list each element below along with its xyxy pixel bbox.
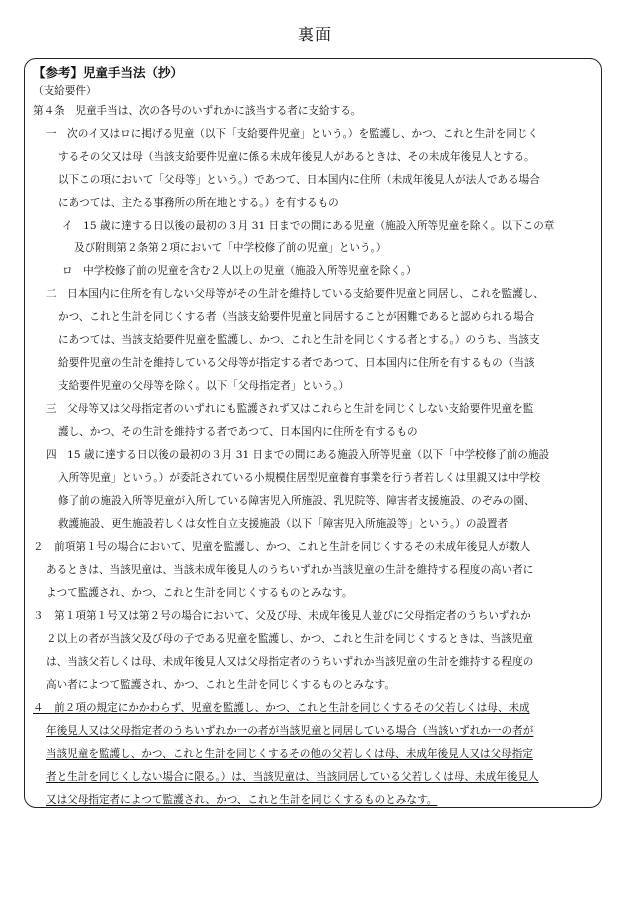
section-subheading: （支給要件） — [33, 85, 97, 97]
item-2-line: 二 日本国内に住所を有しない父母等がその生計を維持している支給要件児童と同居し、これを監護し、 — [46, 288, 544, 300]
page-title: 裏面 — [297, 25, 332, 44]
paragraph-3-line: ３ 第１項第１号又は第２号の場合において、父及び母、未成年後見人並びに父母指定者のうちいずれか — [33, 610, 531, 622]
paragraph-4-line: 年後見人又は父母指定者のうちいずれか一の者が当該児童と同居している場合（当該いずれか一の者が — [46, 725, 534, 737]
item-4-line: 救護施設、更生施設若しくは女性自立支援施設（以下「障害児入所施設等」という。）の設置者 — [58, 518, 509, 530]
item-1-line: 以下この項において「父母等」という。）であつて、日本国内に住所（未成年後見人が法人である場合 — [58, 174, 540, 186]
subitem-i-line: 及び附則第２条第２項において「中学校修了前の児童」という。） — [74, 242, 387, 254]
paragraph-4-line: 当該児童を監護し、かつ、これと生計を同じくするその他の父若しくは母、未成年後見人又は父母指定 — [46, 748, 533, 760]
item-2-line: 支給要件児童の父母等を除く。以下「父母指定者」という。） — [58, 380, 350, 392]
item-2-line: かつ、これと生計を同じくする者（当該支給要件児童と同居することが困難であると認められる場合 — [58, 311, 535, 323]
paragraph-4-line: 又は父母指定者によつて監護され、かつ、これと生計を同じくするものとみなす。 — [46, 794, 438, 806]
item-3-line: 護し、かつ、その生計を維持する者であつて、日本国内に住所を有するもの — [58, 426, 418, 438]
item-2-line: にあつては、当該支給要件児童を監護し、かつ、これと生計を同じくする者とする。）のうち、当該支 — [58, 334, 540, 346]
article-4-line: 第４条 児童手当は、次の各号のいずれかに該当する者に支給する。 — [33, 105, 362, 117]
paragraph-3-line: 高い者によつて監護され、かつ、これと生計を同じくするものとみなす。 — [46, 679, 395, 691]
item-4-line: 入所等児童」という。）が委託されている小規模住居型児童養育事業を行う者若しくは里親又は中学校 — [58, 472, 541, 484]
paragraph-3-line: は、当該父若しくは母、未成年後見人又は父母指定者のうちいずれか当該児童の生計を維持する程度の — [46, 656, 534, 668]
paragraph-2-line: ２ 前項第１号の場合において、児童を監護し、かつ、これと生計を同じくするその未成年後見人が数人 — [33, 541, 531, 553]
paragraph-4-line: 者と生計を同じくしない場合に限る。）は、当該児童は、当該同居している父若しくは母、未成年後見人 — [46, 771, 539, 783]
item-1-line: 一 次のイ又はロに掲げる児童（以下「支給要件児童」という。）を監護し、かつ、これと生計を同じく — [46, 128, 539, 140]
section-heading: 【参考】児童手当法（抄） — [33, 65, 184, 80]
item-3-line: 三 父母等又は父母指定者のいずれにも監護されず又はこれらと生計を同じくしない支給要件児童を監 — [46, 403, 534, 415]
item-1-line: にあつては、主たる事務所の所在地とする。）を有するもの — [58, 197, 339, 209]
paragraph-2-line: よつて監護され、かつ、これと生計を同じくするものとみなす。 — [46, 587, 353, 599]
paragraph-3-line: ２以上の者が当該父及び母の子である児童を監護し、かつ、これと生計を同じくするときは、当該児童 — [46, 633, 533, 645]
paragraph-2-line: あるときは、当該児童は、当該未成年後見人のうちいずれか当該児童の生計を維持する程度の高い者に — [46, 564, 534, 576]
subitem-i-line: イ 15 歳に達する日以後の最初の３月 31 日までの間にある児童（施設入所等児童を除く。以下この章 — [62, 220, 555, 232]
item-4-line: 修了前の施設入所等児童が入所している障害児入所施設、乳児院等、障害者支援施設、のぞみの園、 — [58, 495, 535, 507]
subitem-ro-line: ロ 中学校修了前の児童を含む２人以上の児童（施設入所等児童を除く。） — [62, 265, 417, 277]
paragraph-4-line: ４ 前２項の規定にかかわらず、児童を監護し、かつ、これと生計を同じくするその父若しくは母、未成 — [33, 702, 530, 714]
item-1-line: するその父又は母（当該支給要件児童に係る未成年後見人があるときは、その未成年後見人とする。 — [58, 151, 535, 163]
item-2-line: 給要件児童の生計を維持している父母等が指定する者であつて、日本国内に住所を有するもの（当該 — [58, 357, 535, 369]
item-4-line: 四 15 歳に達する日以後の最初の３月 31 日までの間にある施設入所等児童（以下「中学校修了前の施設 — [46, 449, 550, 461]
